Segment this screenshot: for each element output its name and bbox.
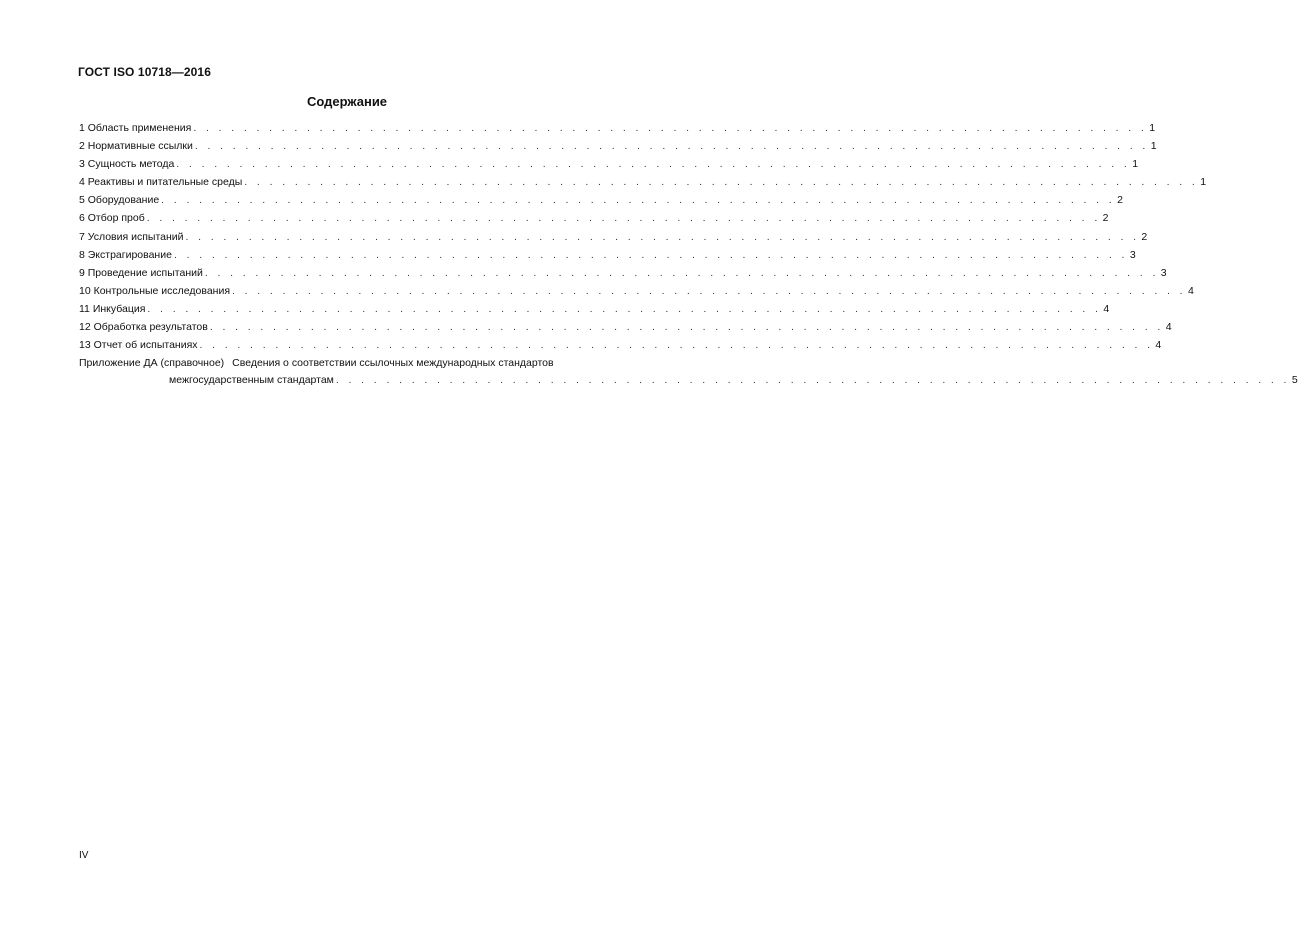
toc-item-scope[interactable] bbox=[79, 122, 1156, 140]
toc-title: Содержание bbox=[306, 94, 388, 109]
toc-item-principle[interactable] bbox=[79, 158, 1139, 176]
toc-item-test-report[interactable] bbox=[79, 339, 1162, 357]
dot-leader: . . . . . . . . . . . . . . . . . . . . . . . . . . . . . . . . . . . . . . . . . . . . . . . . . . . . . . . . . . . . . . . . . . . . . . . . . . . . bbox=[193, 122, 1148, 134]
toc-item-label: 3 Сущность метода bbox=[79, 158, 175, 171]
table-of-contents bbox=[79, 122, 1298, 392]
toc-item-page: 5 bbox=[1291, 374, 1298, 387]
dot-leader: . . . . . . . . . . . . . . . . . . . . . . . . . . . . . . . . . . . . . . . . . . . . . . . . . . . . . . . . . . . . . . . . . . . . . . . . . . . . bbox=[185, 230, 1140, 243]
toc-item-label: 8 Экстрагирование bbox=[79, 248, 172, 261]
toc-item-page: 2 bbox=[1141, 230, 1148, 243]
toc-item-normative-references[interactable] bbox=[79, 140, 1157, 158]
toc-item-page: 3 bbox=[1129, 248, 1136, 261]
toc-item-page: 1 bbox=[1132, 158, 1139, 171]
toc-item-extraction[interactable] bbox=[79, 248, 1136, 267]
toc-item-label: 9 Проведение испытаний bbox=[79, 266, 203, 279]
toc-item-label: 10 Контрольные исследования bbox=[79, 284, 231, 297]
toc-item-incubation[interactable] bbox=[79, 302, 1110, 321]
dot-leader: . . . . . . . . . . . . . . . . . . . . . . . . . . . . . . . . . . . . . . . . . . . . . . . . . . . . . . . . . . . . . . . . . . . . . . . . . . . . bbox=[176, 158, 1131, 171]
toc-item-label: 7 Условия испытаний bbox=[79, 230, 184, 243]
toc-item-annex-da[interactable] bbox=[79, 357, 1298, 392]
toc-item-label: 6 Отбор проб bbox=[79, 212, 145, 225]
dot-leader: . . . . . . . . . . . . . . . . . . . . . . . . . . . . . . . . . . . . . . . . . . . . . . . . . . . . . . . . . . . . . . . . . . . . . . . . . . . . bbox=[161, 194, 1116, 207]
toc-item-page: 4 bbox=[1155, 339, 1162, 352]
dot-leader: . . . . . . . . . . . . . . . . . . . . . . . . . . . . . . . . . . . . . . . . . . . . . . . . . . . . . . . . . . . . . . . . . . . . . . . . . . . . bbox=[194, 140, 1149, 153]
document-id-header: ГОСТ ISO 10718—2016 bbox=[78, 65, 211, 79]
toc-item-procedure[interactable] bbox=[79, 266, 1167, 285]
dot-leader: . . . . . . . . . . . . . . . . . . . . . . . . . . . . . . . . . . . . . . . . . . . . . . . . . . . . . . . . . . . . . . . . . . . . . . . . . . . . bbox=[244, 176, 1199, 189]
toc-item-page: 3 bbox=[1160, 266, 1167, 279]
dot-leader: . . . . . . . . . . . . . . . . . . . . . . . . . . . . . . . . . . . . . . . . . . . . . . . . . . . . . . . . . . . . . . . . . . . . . . . . . . . . bbox=[204, 266, 1159, 279]
dot-leader: . . . . . . . . . . . . . . . . . . . . . . . . . . . . . . . . . . . . . . . . . . . . . . . . . . . . . . . . . . . . . . . . . . . . . . . . . . . . bbox=[335, 374, 1290, 387]
toc-item-sampling[interactable] bbox=[79, 212, 1109, 230]
toc-item-page: 1 bbox=[1200, 176, 1207, 189]
annex-title-line1: Сведения о соответствии ссылочных международных стандартов bbox=[232, 357, 554, 370]
toc-item-page: 4 bbox=[1103, 302, 1110, 315]
dot-leader: . . . . . . . . . . . . . . . . . . . . . . . . . . . . . . . . . . . . . . . . . . . . . . . . . . . . . . . . . . . . . . . . . . . . . . . . . . . . bbox=[232, 284, 1186, 297]
toc-item-apparatus[interactable] bbox=[79, 194, 1123, 212]
toc-item-page: 2 bbox=[1117, 194, 1123, 207]
annex-title-line2: межгосударственным стандартам bbox=[169, 374, 334, 387]
dot-leader: . . . . . . . . . . . . . . . . . . . . . . . . . . . . . . . . . . . . . . . . . . . . . . . . . . . . . . . . . . . . . . . . . . . . . . . . . . . . bbox=[199, 339, 1154, 352]
toc-item-label: 12 Обработка результатов bbox=[79, 321, 208, 334]
dot-leader: . . . . . . . . . . . . . . . . . . . . . . . . . . . . . . . . . . . . . . . . . . . . . . . . . . . . . . . . . . . . . . . . . . . . . . . . . . . . bbox=[173, 248, 1128, 261]
dot-leader: . . . . . . . . . . . . . . . . . . . . . . . . . . . . . . . . . . . . . . . . . . . . . . . . . . . . . . . . . . . . . . . . . . . . . . . . . . . . bbox=[209, 321, 1164, 334]
dot-leader: . . . . . . . . . . . . . . . . . . . . . . . . . . . . . . . . . . . . . . . . . . . . . . . . . . . . . . . . . . . . . . . . . . . . . . . . . . . . bbox=[147, 302, 1102, 315]
toc-item-controls[interactable] bbox=[79, 284, 1194, 303]
toc-item-label: 5 Оборудование bbox=[79, 194, 160, 207]
toc-item-page: 1 bbox=[1150, 140, 1157, 153]
toc-item-reagents[interactable] bbox=[79, 176, 1207, 194]
toc-item-label: 11 Инкубация bbox=[79, 302, 146, 315]
toc-item-label: 4 Реактивы и питательные среды bbox=[79, 176, 243, 189]
toc-item-label: 13 Отчет об испытаниях bbox=[79, 339, 198, 352]
toc-item-label: 1 Область применения bbox=[79, 122, 192, 134]
toc-item-test-conditions[interactable] bbox=[79, 230, 1148, 249]
toc-item-page: 1 bbox=[1149, 122, 1156, 134]
page-number: IV bbox=[79, 850, 89, 861]
toc-item-page: 2 bbox=[1102, 212, 1109, 225]
annex-prefix: Приложение ДА (справочное) bbox=[79, 357, 225, 370]
toc-item-page: 4 bbox=[1165, 321, 1172, 334]
toc-item-label: 2 Нормативные ссылки bbox=[79, 140, 193, 153]
toc-item-page: 4 bbox=[1187, 284, 1194, 297]
dot-leader: . . . . . . . . . . . . . . . . . . . . . . . . . . . . . . . . . . . . . . . . . . . . . . . . . . . . . . . . . . . . . . . . . . . . . . . . . . . . bbox=[146, 212, 1101, 225]
toc-item-results[interactable] bbox=[79, 321, 1172, 339]
